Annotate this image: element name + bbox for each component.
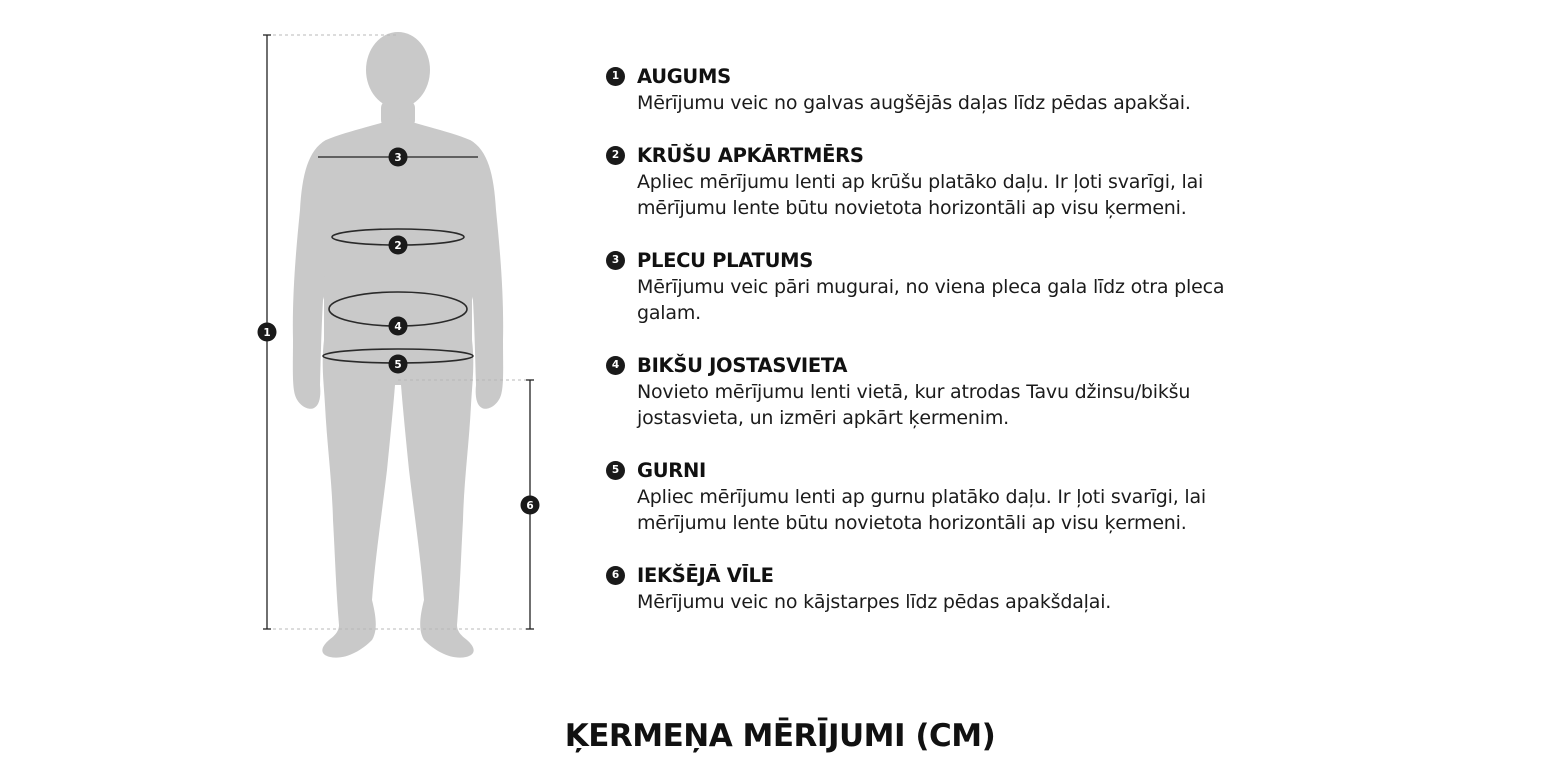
measurement-legend <box>606 64 1306 615</box>
marker-badge-6 <box>521 496 540 515</box>
legend-item-title: IEKŠĒJĀ VĪLE <box>637 564 774 587</box>
silhouette-head <box>366 32 430 108</box>
legend-item-description: Apliec mērījumu lenti ap krūšu platāko daļu. Ir ļoti svarīgi, lai mērījumu lente būtu novietota horizontāli ap visu ķermeni. <box>637 171 1204 219</box>
legend-item-title: KRŪŠU APKĀRTMĒRS <box>637 144 864 167</box>
legend-number-badge: 3 <box>606 251 625 270</box>
body-silhouette <box>293 32 503 658</box>
legend-item-waist <box>606 353 1306 431</box>
legend-item-description: Mērījumu veic no galvas augšējās daļas līdz pēdas apakšai. <box>637 92 1191 114</box>
marker-6-label: 6 <box>526 500 534 512</box>
legend-item-description: Mērījumu veic pāri mugurai, no viena pleca gala līdz otra pleca galam. <box>637 276 1225 324</box>
silhouette-torso-legs <box>305 118 491 658</box>
marker-badge-1 <box>258 323 277 342</box>
legend-item-title: BIKŠU JOSTASVIETA <box>637 354 848 377</box>
marker-badge-2 <box>389 236 408 255</box>
legend-item-description: Apliec mērījumu lenti ap gurnu platāko daļu. Ir ļoti svarīgi, lai mērījumu lente būtu novietota horizontāli ap visu ķermeni. <box>637 486 1207 534</box>
marker-5-label: 5 <box>394 359 402 371</box>
legend-item-description: Mērījumu veic no kājstarpes līdz pēdas apakšdaļai. <box>637 591 1112 613</box>
marker-badge-4 <box>389 317 408 336</box>
legend-item-description: Novieto mērījumu lenti vietā, kur atrodas Tavu džinsu/bikšu jostasvieta, un izmēri apkārt ķermenim. <box>637 381 1191 429</box>
legend-number-badge: 4 <box>606 356 625 375</box>
legend-item-chest <box>606 143 1306 221</box>
legend-number-badge: 1 <box>606 67 625 86</box>
marker-3-label: 3 <box>394 152 402 164</box>
legend-item-title: GURNI <box>637 459 706 482</box>
marker-badge-5 <box>389 355 408 374</box>
marker-4-label: 4 <box>394 321 402 333</box>
silhouette-left-arm <box>293 140 326 409</box>
page-title: ĶERMEŅA MĒRĪJUMI (CM) <box>564 718 996 754</box>
silhouette-right-arm <box>470 140 503 409</box>
legend-item-height <box>606 64 1306 116</box>
legend-item-title: AUGUMS <box>637 65 731 88</box>
legend-item-inseam <box>606 563 1306 615</box>
marker-badge-3 <box>389 148 408 167</box>
legend-item-hips <box>606 458 1306 536</box>
legend-number-badge: 6 <box>606 566 625 585</box>
marker-1-label: 1 <box>263 327 271 339</box>
legend-item-shoulders <box>606 248 1306 326</box>
legend-item-title: PLECU PLATUMS <box>637 249 813 272</box>
marker-2-label: 2 <box>394 240 402 252</box>
legend-number-badge: 5 <box>606 461 625 480</box>
legend-number-badge: 2 <box>606 146 625 165</box>
